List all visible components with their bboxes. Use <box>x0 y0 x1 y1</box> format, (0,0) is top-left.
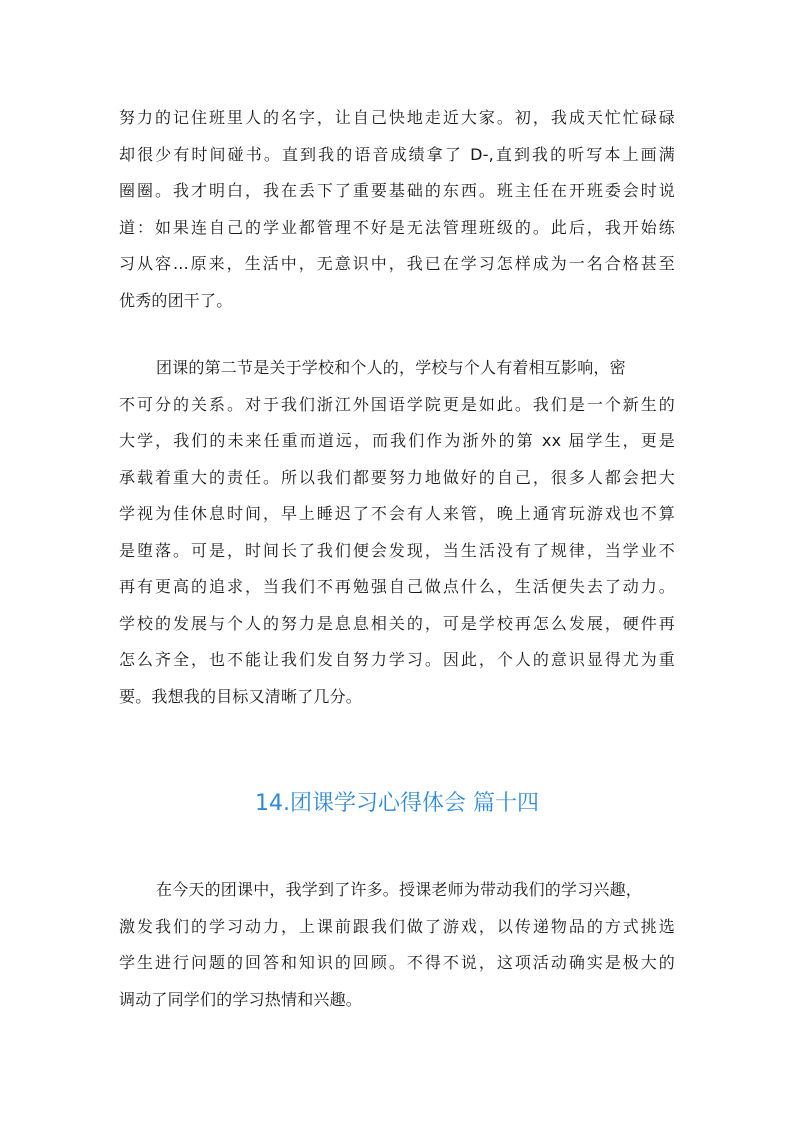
text-line: 调动了同学们的学习热情和兴趣。 <box>119 989 363 1009</box>
text-line: 是堕落。可是，时间长了我们便会发现，当生活没有了规律，当学业不 <box>119 540 675 560</box>
paragraph-second-lesson <box>119 350 675 715</box>
text-line: 圈圈。我才明白，我在丢下了重要基础的东西。班主任在开班委会时说 <box>119 181 675 200</box>
text-line: 承载着重大的责任。所以我们都要努力地做好的自己，很多人都会把大 <box>119 467 675 487</box>
text-line: 努力的记住班里人的名字，让自己快地走近大家。初，我成天忙忙碌碌 <box>119 108 675 127</box>
text-line: 道：如果连自己的学业都管理不好是无法管理班级的。此后，我开始练 <box>119 217 675 237</box>
text-line: 却很少有时间碰书。直到我的语音成绩拿了 D-,直到我的听写本上画满 <box>119 144 675 164</box>
text-line: 怎么齐全，也不能让我们发自努力学习。因此，个人的意识显得尤为重 <box>119 650 675 669</box>
text-line: 大学，我们的未来任重而道远，而我们作为浙外的第 xx 届学生，更是 <box>119 431 675 450</box>
paragraph-continued <box>119 100 675 319</box>
text-line: 在今天的团课中，我学到了许多。授课老师为带动我们的学习兴趣， <box>156 880 643 899</box>
text-line: 优秀的团干了。 <box>119 290 233 310</box>
text-line: 学视为佳休息时间，早上睡迟了不会有人来管，晚上通宵玩游戏也不算 <box>119 504 675 523</box>
text-line: 再有更高的追求，当我们不再勉强自己做点什么，生活便失去了动力。 <box>119 577 675 596</box>
text-line: 不可分的关系。对于我们浙江外国语学院更是如此。我们是一个新生的 <box>119 394 675 414</box>
text-line: 学生进行问题的回答和知识的回顾。不得不说，这项活动确实是极大的 <box>119 953 675 972</box>
text-line: 激发我们的学习动力，上课前跟我们做了游戏，以传递物品的方式挑选 <box>119 916 675 936</box>
text-line: 团课的第二节是关于学校和个人的，学校与个人有着相互影响，密 <box>156 358 626 377</box>
text-line: 习从容...原来，生活中，无意识中，我已在学习怎样成为一名合格甚至 <box>119 254 675 273</box>
paragraph-section-14 <box>119 872 675 1018</box>
text-line: 学校的发展与个人的努力是息息相关的，可是学校再怎么发展，硬件再 <box>119 613 675 633</box>
text-line: 要。我想我的目标又清晰了几分。 <box>119 686 363 706</box>
section-heading: 14.团课学习心得体会 篇十四 <box>255 791 539 816</box>
